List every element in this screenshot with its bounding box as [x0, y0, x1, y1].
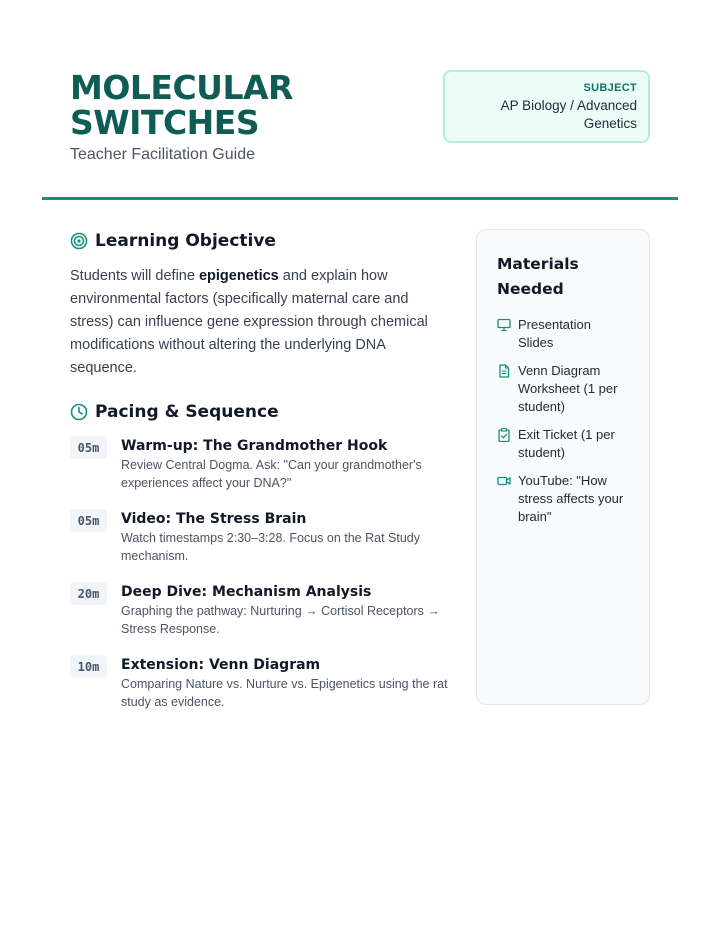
objective-text — [70, 265, 455, 380]
title-line-2: SWITCHES — [70, 103, 260, 142]
objective-heading — [70, 231, 276, 251]
pacing-item-desc: Review Central Dogma. Ask: "Can your grandmother's experiences affect your DNA?" — [121, 458, 422, 490]
clock-icon — [70, 403, 88, 421]
materials-card — [476, 229, 650, 705]
materials-item — [497, 316, 629, 352]
subject-value-line-2: Genetics — [583, 116, 637, 131]
document-icon — [497, 364, 511, 378]
pacing-item — [70, 509, 455, 565]
pacing-heading — [70, 402, 279, 422]
pacing-time-badge: 10m — [70, 655, 107, 678]
objective-text-before: Students will define — [70, 268, 199, 284]
page-subtitle: Teacher Facilitation Guide — [70, 146, 255, 163]
page-title — [70, 70, 293, 140]
pacing-item — [70, 655, 455, 711]
pacing-time-badge: 20m — [70, 582, 107, 605]
subject-badge — [443, 70, 650, 143]
header-divider — [42, 197, 678, 200]
pacing-time-badge: 05m — [70, 509, 107, 532]
materials-item — [497, 426, 629, 462]
materials-item-label: Exit Ticket (1 per student) — [518, 427, 615, 460]
pacing-item-desc: Watch timestamps 2:30–3:28. Focus on the Rat Study mechanism. — [121, 531, 420, 563]
materials-item-label: Venn Diagram Worksheet (1 per student) — [518, 363, 618, 414]
pacing-list — [70, 436, 455, 728]
materials-item — [497, 472, 629, 526]
materials-item — [497, 362, 629, 416]
materials-item-label: YouTube: "How stress affects your brain" — [518, 473, 624, 524]
pacing-item-title: Warm-up: The Grandmother Hook — [121, 438, 388, 454]
subject-value-line-1: AP Biology / Advanced — [500, 98, 637, 113]
objective-text-after: and explain how environmental factors (specifically maternal care and stress) can influence gene expression through chemical modifications without altering the underlying DNA sequence. — [70, 268, 428, 376]
pacing-item-title: Deep Dive: Mechanism Analysis — [121, 584, 372, 600]
title-line-1: MOLECULAR — [70, 68, 293, 107]
pacing-heading-label: Pacing & Sequence — [95, 402, 279, 422]
pacing-item-title: Extension: Venn Diagram — [121, 657, 321, 673]
objective-text-keyword: epigenetics — [198, 268, 279, 284]
materials-heading: Materials Needed — [497, 255, 579, 298]
video-camera-icon — [497, 474, 511, 488]
clipboard-check-icon — [497, 428, 511, 442]
target-icon — [70, 232, 88, 250]
subject-label: SUBJECT — [583, 82, 637, 94]
pacing-time-badge: 05m — [70, 436, 107, 459]
monitor-icon — [497, 318, 511, 332]
pacing-item — [70, 582, 455, 638]
objective-heading-label: Learning Objective — [95, 231, 276, 251]
pacing-item — [70, 436, 455, 492]
materials-item-label: Presentation Slides — [518, 317, 591, 350]
pacing-item-desc: Comparing Nature vs. Nurture vs. Epigenetics using the rat study as evidence. — [121, 677, 448, 709]
pacing-item-desc: Graphing the pathway: Nurturing → Cortisol Receptors → Stress Response. — [121, 604, 440, 636]
pacing-item-title: Video: The Stress Brain — [121, 511, 307, 527]
